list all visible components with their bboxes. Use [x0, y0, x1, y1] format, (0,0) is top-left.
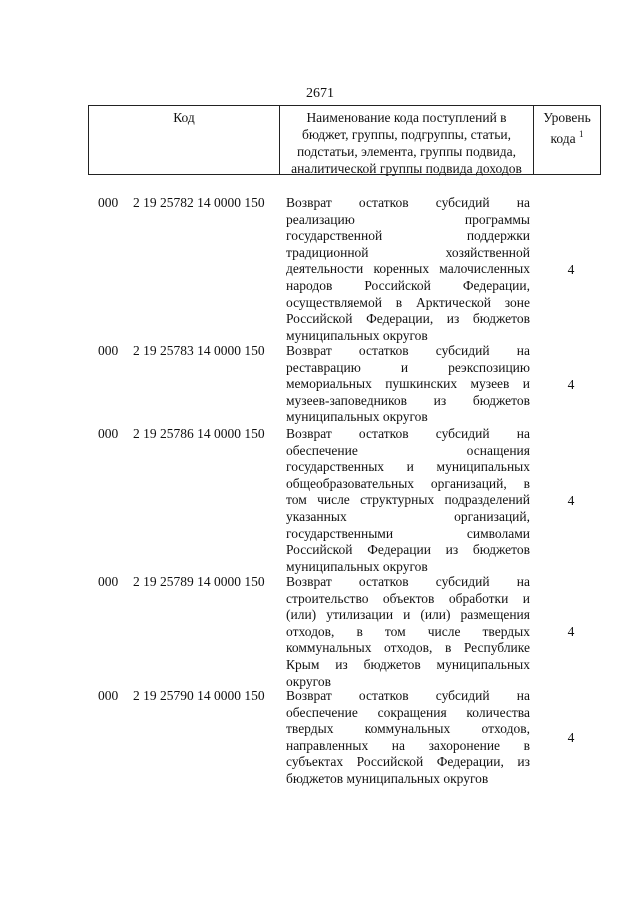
row-level: 4: [567, 624, 575, 639]
row-code-prefix: 000: [98, 343, 119, 358]
row-name-line: традиционной хозяйственной: [286, 244, 530, 260]
row-code-prefix: 000: [98, 688, 119, 703]
row-name-line: деятельности коренных малочисленных: [286, 261, 530, 277]
row-name-line: государственных и муниципальных: [286, 459, 530, 475]
row-name-line: реализацию программы: [286, 211, 530, 227]
row-code: 2 19 25783 14 0000 150: [133, 343, 265, 358]
row-name-line: народов Российской Федерации,: [286, 277, 530, 293]
row-name-line: муниципальных округов: [286, 558, 428, 574]
row-name-line: указанных организаций,: [286, 508, 530, 524]
row-code: 2 19 25786 14 0000 150: [133, 426, 265, 441]
row-name-line: том числе структурных подразделений: [286, 492, 530, 508]
header-code-cell: [89, 106, 280, 174]
level-footnote-mark: 1: [578, 129, 584, 139]
row-name-line: строительство объектов обработки и: [286, 590, 530, 606]
row-name-line: осуществляемой в Арктической зоне: [286, 294, 530, 310]
row-name-line: государственными символами: [286, 525, 530, 541]
row-name-line: муниципальных округов: [286, 409, 428, 425]
row-name-line: бюджетов муниципальных округов: [286, 770, 489, 786]
header-level-cell: [534, 106, 600, 174]
table-header: [88, 105, 601, 175]
row-name-line: (или) утилизации и (или) размещения: [286, 607, 530, 623]
row-code-prefix: 000: [98, 426, 119, 441]
header-level-line: Уровень: [543, 110, 591, 125]
row-name-line: Возврат остатков субсидий на: [286, 426, 530, 441]
row-name-line: общеобразовательных организаций, в: [286, 475, 530, 491]
row-level: 4: [567, 262, 575, 277]
row-code: 2 19 25790 14 0000 150: [133, 688, 265, 703]
row-name: [286, 688, 530, 788]
row-name-line: муниципальных округов: [286, 327, 428, 343]
row-level: 4: [567, 377, 575, 392]
row-name-line: Российской Федерации из бюджетов: [286, 542, 530, 558]
row-level: 4: [567, 493, 575, 508]
row-name-line: коммунальных отходов, в Республике: [286, 640, 530, 656]
row-name-line: мемориальных пушкинских музеев и: [286, 376, 530, 392]
row-code-prefix: 000: [98, 574, 119, 589]
header-name-line: подстатьи, элемента, группы подвида,: [296, 144, 517, 159]
page-number: 2671: [306, 86, 334, 101]
row-name-line: Возврат остатков субсидий на: [286, 688, 530, 703]
row-name-line: реставрацию и реэкспозицию: [286, 359, 530, 375]
row-name-line: округов: [286, 673, 331, 689]
row-name-line: государственной поддержки: [286, 228, 530, 244]
row-name-line: субъектах Российской Федерации, из: [286, 754, 530, 770]
row-name-line: Возврат остатков субсидий на: [286, 195, 530, 210]
header-name-line: аналитической группы подвида доходов: [291, 161, 522, 176]
row-name-line: Крым из бюджетов муниципальных: [286, 656, 530, 672]
header-name-line: бюджет, группы, подгруппы, статьи,: [302, 127, 511, 142]
row-name-line: направленных на захоронение в: [286, 737, 530, 753]
row-name-line: обеспечение сокращения количества: [286, 704, 530, 720]
header-code-label: Код: [173, 110, 195, 125]
row-level: 4: [567, 730, 575, 745]
header-name-cell: [280, 106, 534, 174]
row-name-line: обеспечение оснащения: [286, 442, 530, 458]
row-name-line: Возврат остатков субсидий на: [286, 574, 530, 589]
header-name-line: Наименование кода поступлений в: [306, 110, 507, 125]
row-name: [286, 426, 530, 575]
row-name-line: Российской Федерации, из бюджетов: [286, 311, 530, 327]
row-name: [286, 343, 530, 426]
row-code: 2 19 25782 14 0000 150: [133, 195, 265, 210]
row-name-line: отходов, в том числе твердых: [286, 623, 530, 639]
row-name-line: Возврат остатков субсидий на: [286, 343, 530, 358]
row-code: 2 19 25789 14 0000 150: [133, 574, 265, 589]
row-code-prefix: 000: [98, 195, 119, 210]
row-name-line: твердых коммунальных отходов,: [286, 721, 530, 737]
row-name: [286, 195, 530, 344]
header-level-line: кода $^1$: [550, 129, 584, 146]
row-name: [286, 574, 530, 690]
row-name-line: музеев-заповедников из бюджетов: [286, 392, 530, 408]
